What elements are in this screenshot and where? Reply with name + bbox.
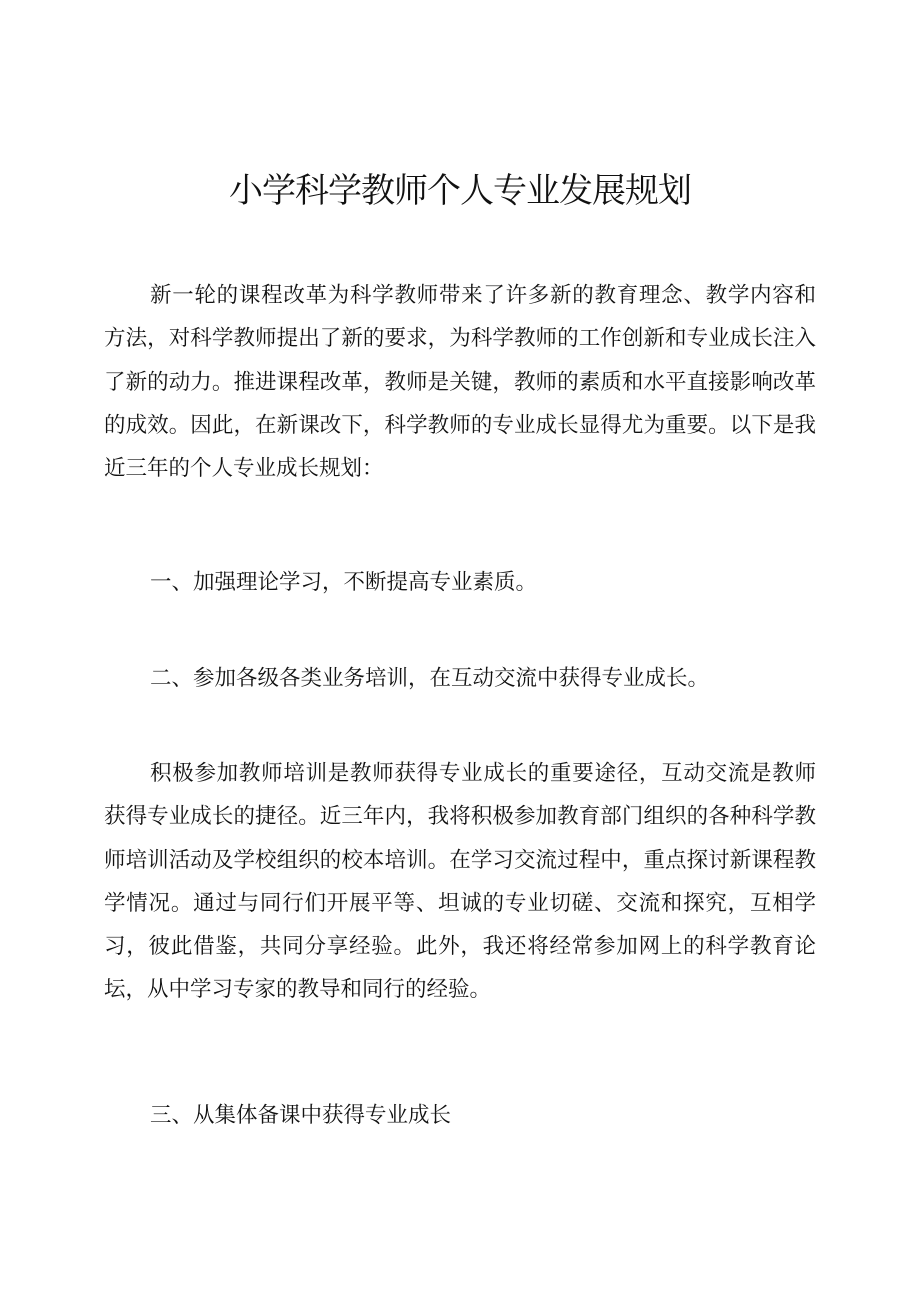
intro-paragraph: 新一轮的课程改革为科学教师带来了许多新的教育理念、教学内容和方法，对科学教师提出了新的要求，为科学教师的工作创新和专业成长注入了新的动力。推进课程改革，教师是关键，教师的素质和水平直接影响改革的成效。因此，在新课改下，科学教师的专业成长显得尤为重要。以下是我近三年的个人专业成长规划： bbox=[104, 283, 816, 482]
section-1-heading: 一、加强理论学习，不断提高专业素质。 bbox=[150, 570, 538, 595]
document-title: 小学科学教师个人专业发展规划 bbox=[229, 171, 691, 211]
section-3-heading: 三、从集体备课中获得专业成长 bbox=[150, 1103, 452, 1128]
section-2-paragraph: 积极参加教师培训是教师获得专业成长的重要途径，互动交流是教师获得专业成长的捷径。近三年内，我将积极参加教育部门组织的各种科学教师培训活动及学校组织的校本培训。在学习交流过程中，重点探讨新课程教学情况。通过与同行们开展平等、坦诚的专业切磋、交流和探究，互相学习，彼此借鉴，共同分享经验。此外，我还将经常参加网上的科学教育论坛，从中学习专家的教导和同行的经验。 bbox=[104, 761, 816, 1003]
section-2-heading: 二、参加各级各类业务培训，在互动交流中获得专业成长。 bbox=[150, 666, 710, 691]
